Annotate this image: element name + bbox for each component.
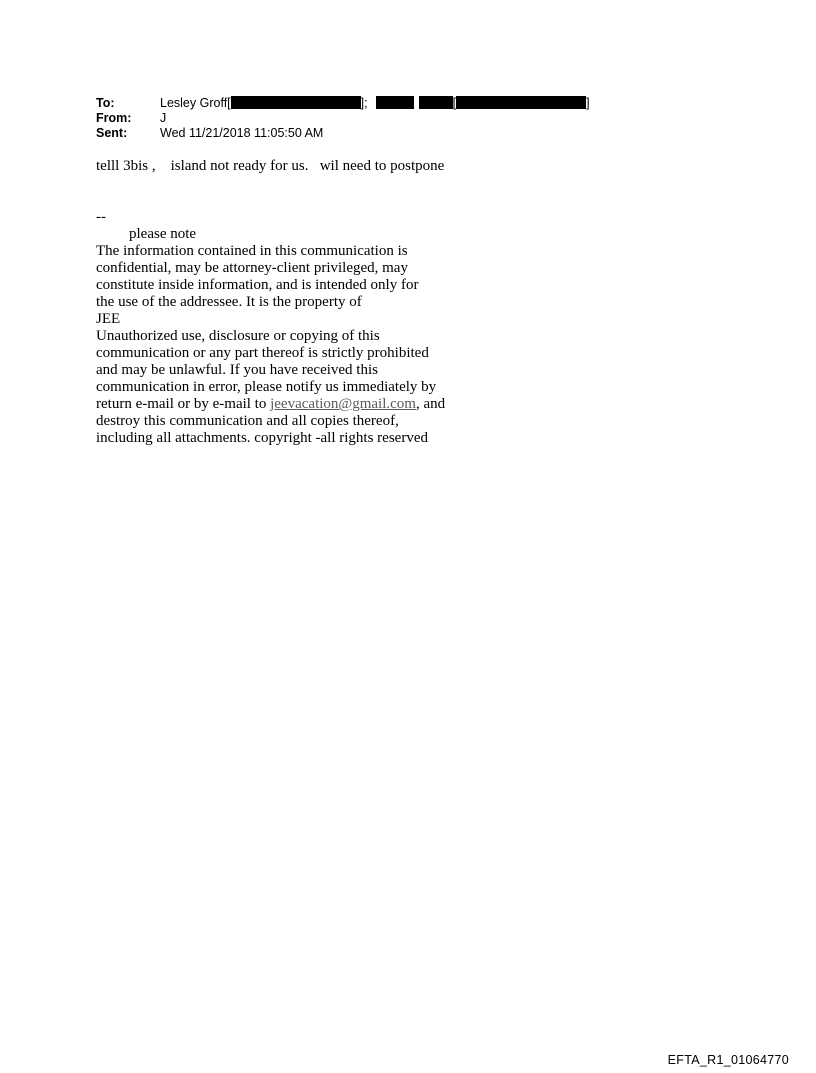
- disclaimer-line: communication in error, please notify us immediately by: [96, 379, 437, 395]
- disclaimer-line: destroy this communication and all copies thereof,: [96, 413, 399, 429]
- message-text: telll 3bis , island not ready for us. wil need to postpone: [96, 158, 445, 174]
- disclaimer-line: communication or any part thereof is strictly prohibited: [96, 345, 429, 361]
- disclaimer-line: the use of the addressee. It is the property of: [96, 294, 362, 310]
- to-bracket-close: ]: [586, 96, 590, 110]
- sent-value: Wed 11/21/2018 11:05:50 AM: [160, 126, 324, 140]
- disclaimer-line: JEE: [96, 311, 121, 327]
- please-note: please note: [129, 226, 197, 242]
- sent-label: Sent:: [96, 126, 128, 140]
- to-bracket-open-2: [: [452, 96, 457, 110]
- disclaimer-line: Unauthorized use, disclosure or copying of this: [96, 328, 380, 344]
- disclaimer-line: The information contained in this communication is: [96, 243, 408, 259]
- signature-separator: --: [96, 209, 106, 225]
- blank-line: [96, 192, 516, 209]
- from-label: From:: [96, 111, 132, 125]
- document-id: EFTA_R1_01064770: [667, 1053, 789, 1067]
- to-separator: ];: [360, 96, 368, 110]
- redaction-box: [419, 96, 453, 109]
- to-name: Lesley Groff: [160, 96, 228, 110]
- disclaimer-line: confidential, may be attorney-client privileged, may: [96, 260, 408, 276]
- return-suffix: , and: [415, 396, 446, 412]
- disclaimer-line: including all attachments. copyright -all rights reserved: [96, 430, 428, 446]
- to-value: [160, 96, 590, 111]
- to-label: To:: [96, 96, 115, 110]
- email-link[interactable]: jeevacation@gmail.com: [270, 396, 416, 412]
- redaction-box: [376, 96, 414, 109]
- disclaimer-line: [96, 396, 516, 413]
- email-body: [96, 158, 516, 447]
- redaction-box: [231, 96, 361, 109]
- disclaimer-line: and may be unlawful. If you have received this: [96, 362, 378, 378]
- return-prefix: return e-mail or by e-mail to: [96, 396, 271, 412]
- from-value: J: [160, 111, 167, 125]
- disclaimer-line: constitute inside information, and is intended only for: [96, 277, 419, 293]
- to-bracket-open: [: [227, 96, 231, 110]
- redaction-box: [456, 96, 586, 109]
